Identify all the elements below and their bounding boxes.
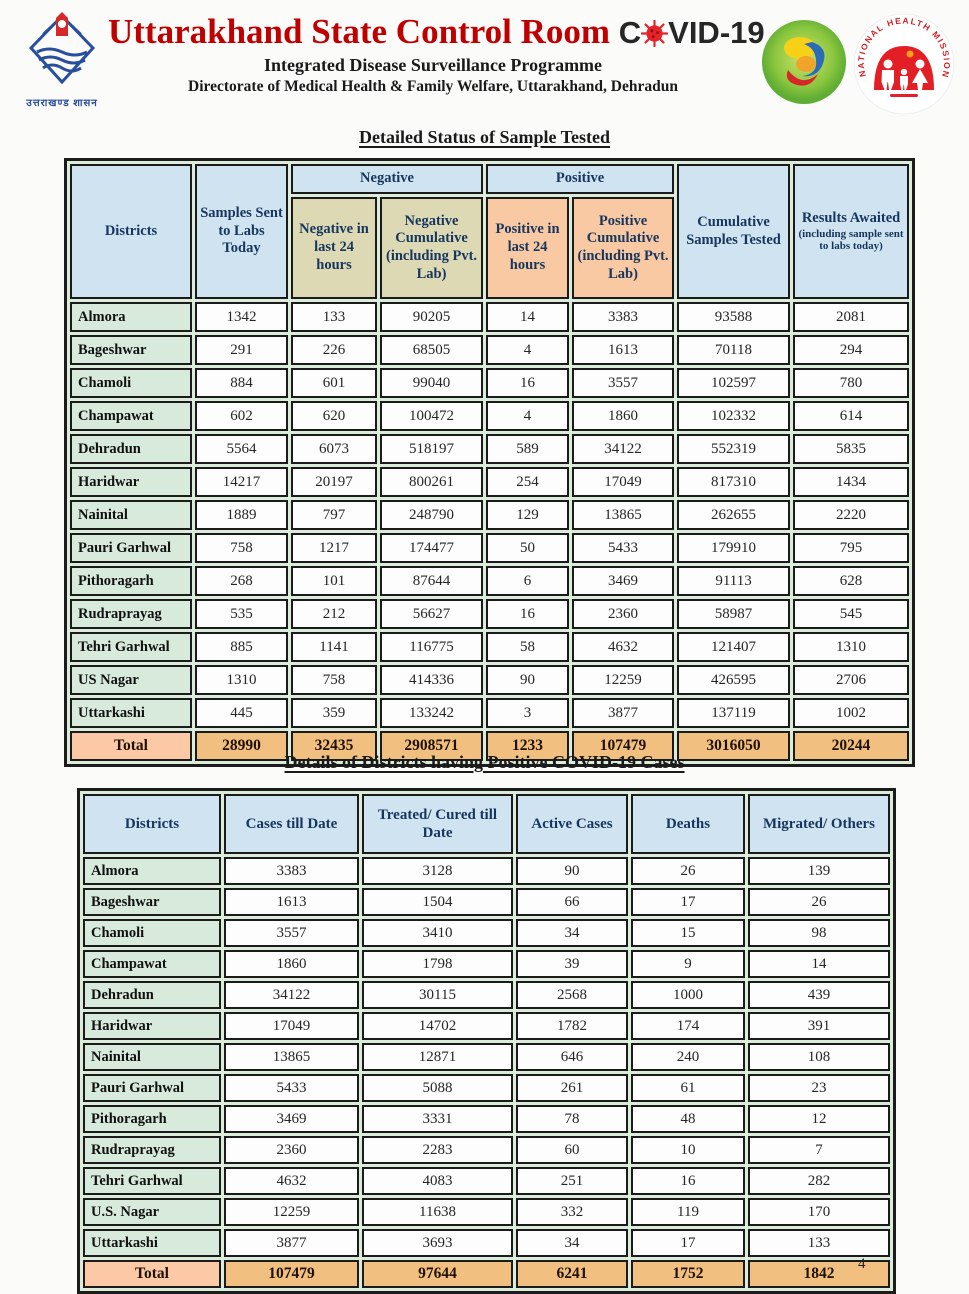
district-name-cell: Bageshwar [83,888,221,916]
value-cell: 17 [631,1229,745,1257]
value-cell: 99040 [380,368,483,398]
page-header [0,6,969,118]
value-cell: 70118 [677,335,790,365]
value-cell: 646 [516,1043,628,1071]
value-cell: 129 [486,500,569,530]
value-cell: 3693 [362,1229,513,1257]
value-cell: 30115 [362,981,513,1009]
table-row [70,599,909,629]
value-cell: 445 [195,698,288,728]
table-row [70,632,909,662]
col-header-positive-cumulative: Positive Cumulative (including Pvt. Lab) [572,197,674,299]
total-value-cell: 3016050 [677,731,790,761]
value-cell: 535 [195,599,288,629]
value-cell: 439 [748,981,890,1009]
total-value-cell: 1233 [486,731,569,761]
value-cell: 780 [793,368,909,398]
page-title: Uttarakhand State Control Room C VID-19 [108,12,765,51]
value-cell: 17049 [224,1012,359,1040]
value-cell: 68505 [380,335,483,365]
value-cell: 20197 [291,467,377,497]
value-cell: 60 [516,1136,628,1164]
value-cell: 1141 [291,632,377,662]
value-cell: 5835 [793,434,909,464]
value-cell: 614 [793,401,909,431]
district-name-cell: Rudraprayag [83,1136,221,1164]
group-header-negative: Negative [291,164,483,194]
positive-cases-table [77,788,896,1294]
value-cell: 87644 [380,566,483,596]
value-cell: 119 [631,1198,745,1226]
total-label-cell: Total [83,1260,221,1288]
value-cell: 2220 [793,500,909,530]
value-cell: 620 [291,401,377,431]
value-cell: 90 [486,665,569,695]
district-name-cell: Haridwar [70,467,192,497]
col-header-negative-24h: Negative in last 24 hours [291,197,377,299]
value-cell: 1310 [195,665,288,695]
value-cell: 359 [291,698,377,728]
value-cell: 885 [195,632,288,662]
value-cell: 1889 [195,500,288,530]
value-cell: 545 [793,599,909,629]
value-cell: 116775 [380,632,483,662]
total-value-cell: 1752 [631,1260,745,1288]
value-cell: 800261 [380,467,483,497]
value-cell: 758 [195,533,288,563]
district-name-cell: Pauri Garhwal [83,1074,221,1102]
value-cell: 240 [631,1043,745,1071]
value-cell: 12871 [362,1043,513,1071]
value-cell: 391 [748,1012,890,1040]
table2-title: Details of Districts having Positive COVID-19 Cases [284,752,685,772]
value-cell: 2360 [572,599,674,629]
value-cell: 58987 [677,599,790,629]
value-cell: 12 [748,1105,890,1133]
district-name-cell: Tehri Garhwal [83,1167,221,1195]
header-text-block [108,12,765,96]
value-cell: 5433 [572,533,674,563]
value-cell: 5564 [195,434,288,464]
total-value-cell: 32435 [291,731,377,761]
table-row [70,368,909,398]
value-cell: 26 [748,888,890,916]
district-name-cell: Nainital [70,500,192,530]
value-cell: 78 [516,1105,628,1133]
value-cell: 4 [486,335,569,365]
table-row [83,888,890,916]
total-value-cell: 28990 [195,731,288,761]
district-name-cell: Chamoli [83,919,221,947]
value-cell: 133 [748,1229,890,1257]
value-cell: 1434 [793,467,909,497]
value-cell: 3383 [224,857,359,885]
table-row [83,1012,890,1040]
svg-text:NATIONAL HEALTH MISSION: NATIONAL HEALTH MISSION [855,15,953,80]
value-cell: 90205 [380,302,483,332]
value-cell: 2360 [224,1136,359,1164]
total-value-cell: 107479 [224,1260,359,1288]
value-cell: 2283 [362,1136,513,1164]
coronavirus-icon [641,20,668,47]
value-cell: 3469 [572,566,674,596]
value-cell: 34122 [224,981,359,1009]
page-number: 4 [858,1256,866,1272]
table-row [83,1043,890,1071]
district-name-cell: Almora [70,302,192,332]
value-cell: 14702 [362,1012,513,1040]
value-cell: 56627 [380,599,483,629]
value-cell: 2568 [516,981,628,1009]
value-cell: 251 [516,1167,628,1195]
col-header-results-awaited: Results Awaited (including sample sent to labs today) [793,164,909,299]
value-cell: 90 [516,857,628,885]
covid19-wordmark: C VID-19 [618,15,765,50]
value-cell: 16 [486,599,569,629]
value-cell: 817310 [677,467,790,497]
table-row [70,467,909,497]
value-cell: 11638 [362,1198,513,1226]
district-name-cell: Uttarkashi [83,1229,221,1257]
col-header-active-cases: Active Cases [516,794,628,854]
value-cell: 268 [195,566,288,596]
value-cell: 1798 [362,950,513,978]
district-name-cell: Pithoragarh [83,1105,221,1133]
value-cell: 294 [793,335,909,365]
value-cell: 1000 [631,981,745,1009]
value-cell: 262655 [677,500,790,530]
value-cell: 5433 [224,1074,359,1102]
value-cell: 16 [631,1167,745,1195]
value-cell: 174477 [380,533,483,563]
value-cell: 9 [631,950,745,978]
value-cell: 795 [793,533,909,563]
col-header-cumulative-samples: Cumulative Samples Tested [677,164,790,299]
group-header-positive: Positive [486,164,674,194]
district-name-cell: Dehradun [83,981,221,1009]
value-cell: 100472 [380,401,483,431]
table-row [83,1074,890,1102]
col-header-deaths: Deaths [631,794,745,854]
district-name-cell: Bageshwar [70,335,192,365]
value-cell: 170 [748,1198,890,1226]
value-cell: 108 [748,1043,890,1071]
table-row [70,500,909,530]
value-cell: 426595 [677,665,790,695]
value-cell: 34 [516,1229,628,1257]
value-cell: 1002 [793,698,909,728]
value-cell: 226 [291,335,377,365]
value-cell: 23 [748,1074,890,1102]
value-cell: 1342 [195,302,288,332]
value-cell: 133 [291,302,377,332]
value-cell: 93588 [677,302,790,332]
value-cell: 1310 [793,632,909,662]
value-cell: 1504 [362,888,513,916]
value-cell: 602 [195,401,288,431]
value-cell: 1782 [516,1012,628,1040]
value-cell: 133242 [380,698,483,728]
district-name-cell: Chamoli [70,368,192,398]
value-cell: 601 [291,368,377,398]
table-row [70,665,909,695]
district-name-cell: Champawat [83,950,221,978]
value-cell: 26 [631,857,745,885]
table-row [70,566,909,596]
value-cell: 101 [291,566,377,596]
value-cell: 121407 [677,632,790,662]
table1-title: Detailed Status of Sample Tested [358,127,610,147]
value-cell: 66 [516,888,628,916]
value-cell: 518197 [380,434,483,464]
value-cell: 3410 [362,919,513,947]
idsp-logo-icon [760,18,848,111]
table-row [83,919,890,947]
value-cell: 179910 [677,533,790,563]
total-value-cell: 6241 [516,1260,628,1288]
sample-tested-table [64,158,915,767]
table-row [83,1229,890,1257]
table-row [83,1105,890,1133]
table-row [70,533,909,563]
value-cell: 1217 [291,533,377,563]
value-cell: 6 [486,566,569,596]
total-value-cell: 2908571 [380,731,483,761]
col-header-districts: Districts [70,164,192,299]
district-name-cell: Pithoragarh [70,566,192,596]
value-cell: 3383 [572,302,674,332]
value-cell: 13865 [224,1043,359,1071]
value-cell: 248790 [380,500,483,530]
value-cell: 16 [486,368,569,398]
value-cell: 7 [748,1136,890,1164]
col-header-migrated-others: Migrated/ Others [748,794,890,854]
value-cell: 58 [486,632,569,662]
value-cell: 10 [631,1136,745,1164]
value-cell: 3557 [224,919,359,947]
district-name-cell: Dehradun [70,434,192,464]
value-cell: 212 [291,599,377,629]
district-name-cell: Rudraprayag [70,599,192,629]
col-header-negative-cumulative: Negative Cumulative (including Pvt. Lab) [380,197,483,299]
value-cell: 2706 [793,665,909,695]
value-cell: 4083 [362,1167,513,1195]
district-name-cell: Pauri Garhwal [70,533,192,563]
value-cell: 414336 [380,665,483,695]
value-cell: 174 [631,1012,745,1040]
value-cell: 14217 [195,467,288,497]
value-cell: 261 [516,1074,628,1102]
district-name-cell: Haridwar [83,1012,221,1040]
value-cell: 282 [748,1167,890,1195]
table-row [83,981,890,1009]
table-row [70,698,909,728]
value-cell: 4632 [224,1167,359,1195]
value-cell: 1613 [572,335,674,365]
value-cell: 254 [486,467,569,497]
col-header-samples-sent: Samples Sent to Labs Today [195,164,288,299]
value-cell: 3877 [572,698,674,728]
district-name-cell: Champawat [70,401,192,431]
value-cell: 14 [748,950,890,978]
col-header-cases-till-date: Cases till Date [224,794,359,854]
value-cell: 332 [516,1198,628,1226]
table-row [70,302,909,332]
district-name-cell: Tehri Garhwal [70,632,192,662]
value-cell: 12259 [224,1198,359,1226]
value-cell: 589 [486,434,569,464]
col-header-positive-24h: Positive in last 24 hours [486,197,569,299]
uttarakhand-logo-caption: उत्तराखण्ड शासन [26,98,98,109]
district-name-cell: Nainital [83,1043,221,1071]
value-cell: 3877 [224,1229,359,1257]
col-header-districts: Districts [83,794,221,854]
table-row [83,857,890,885]
value-cell: 34122 [572,434,674,464]
value-cell: 137119 [677,698,790,728]
table-row [70,434,909,464]
value-cell: 3469 [224,1105,359,1133]
value-cell: 15 [631,919,745,947]
results-awaited-note: (including sample sent to labs today) [798,227,904,253]
value-cell: 291 [195,335,288,365]
value-cell: 17049 [572,467,674,497]
value-cell: 4632 [572,632,674,662]
national-health-mission-logo-icon [852,12,956,121]
total-value-cell: 97644 [362,1260,513,1288]
value-cell: 39 [516,950,628,978]
value-cell: 61 [631,1074,745,1102]
value-cell: 102597 [677,368,790,398]
table-row [83,1136,890,1164]
value-cell: 6073 [291,434,377,464]
value-cell: 12259 [572,665,674,695]
value-cell: 48 [631,1105,745,1133]
value-cell: 34 [516,919,628,947]
value-cell: 139 [748,857,890,885]
value-cell: 3557 [572,368,674,398]
value-cell: 1860 [572,401,674,431]
subtitle-programme: Integrated Disease Surveillance Programme [263,54,603,75]
value-cell: 5088 [362,1074,513,1102]
table-row [83,1198,890,1226]
value-cell: 4 [486,401,569,431]
total-value-cell: 20244 [793,731,909,761]
value-cell: 3128 [362,857,513,885]
district-name-cell: US Nagar [70,665,192,695]
table-row [70,401,909,431]
uttarakhand-emblem-icon [23,10,101,92]
value-cell: 50 [486,533,569,563]
total-value-cell: 1842 [748,1260,890,1288]
uttarakhand-government-logo [18,10,106,110]
value-cell: 91113 [677,566,790,596]
value-cell: 1860 [224,950,359,978]
table-row [70,335,909,365]
value-cell: 628 [793,566,909,596]
district-name-cell: Almora [83,857,221,885]
value-cell: 13865 [572,500,674,530]
total-value-cell: 107479 [572,731,674,761]
table-row [83,950,890,978]
value-cell: 3331 [362,1105,513,1133]
value-cell: 884 [195,368,288,398]
value-cell: 552319 [677,434,790,464]
total-row [83,1260,890,1288]
col-header-treated-cured: Treated/ Cured till Date [362,794,513,854]
value-cell: 758 [291,665,377,695]
value-cell: 1613 [224,888,359,916]
district-name-cell: U.S. Nagar [83,1198,221,1226]
value-cell: 102332 [677,401,790,431]
district-name-cell: Uttarkashi [70,698,192,728]
total-label-cell: Total [70,731,192,761]
table-row [83,1167,890,1195]
value-cell: 14 [486,302,569,332]
value-cell: 3 [486,698,569,728]
value-cell: 17 [631,888,745,916]
value-cell: 98 [748,919,890,947]
value-cell: 797 [291,500,377,530]
subtitle-directorate: Directorate of Medical Health & Family Welfare, Uttarakhand, Dehradun [188,77,678,95]
value-cell: 2081 [793,302,909,332]
